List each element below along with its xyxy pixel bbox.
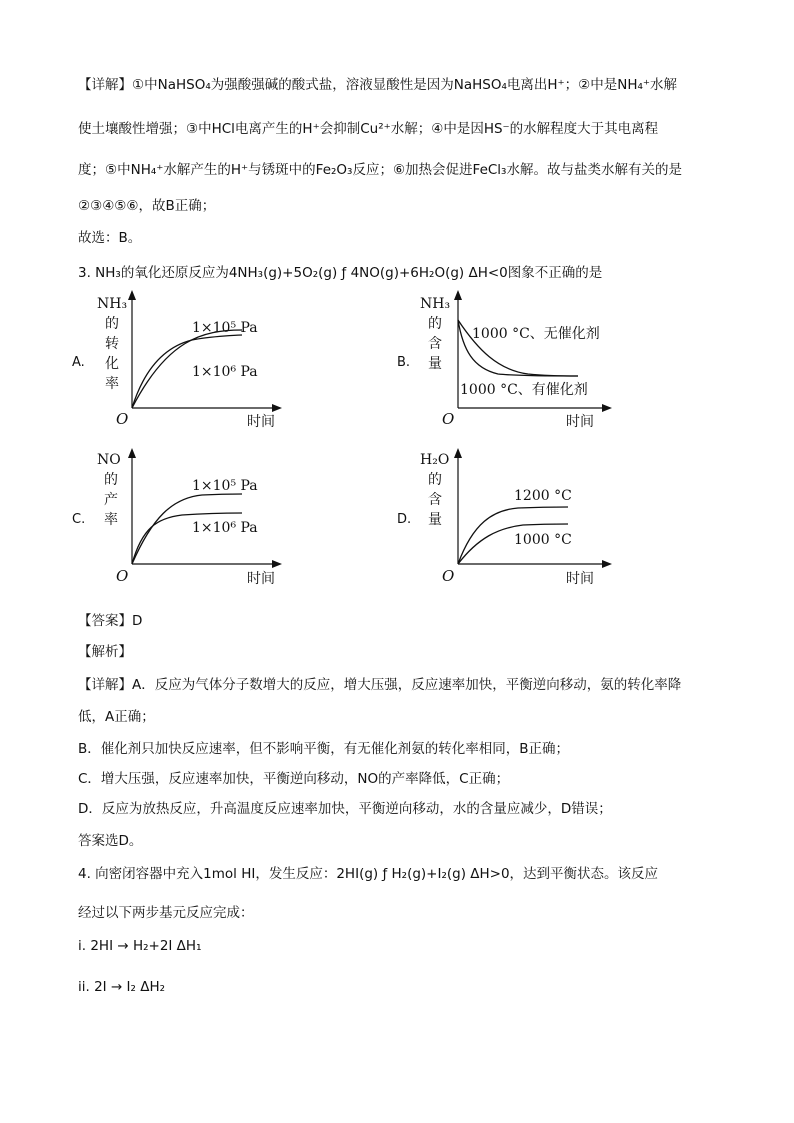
ylabel-c-3: 产 [104, 492, 118, 508]
question3-stem: 3. NH₃的氧化还原反应为4NH₃(g)+5O₂(g) ƒ 4NO(g)+6H₂O(g) ΔH<0图象不正确的是 [78, 265, 603, 281]
detail2-line1: 【详解】A．反应为气体分子数增大的反应，增大压强，反应速率加快，平衡逆向移动，氨的转化率降 [78, 677, 682, 693]
curve-label-c-1: 1×10⁵ Pa [192, 478, 258, 494]
curve-label-b-1: 1000 °C、无催化剂 [472, 326, 600, 342]
xlabel-c: 时间 [247, 571, 275, 587]
analysis-label: 【解析】 [78, 644, 132, 660]
curve-label-c-2: 1×10⁶ Pa [192, 520, 258, 536]
detail1-line1: 【详解】①中NaHSO₄为强酸强碱的酸式盐，溶液显酸性是因为NaHSO₄电离出H⁺；②中是NH₄⁺水解 [78, 77, 678, 93]
ylabel-d-3: 含 [428, 492, 442, 508]
step-i: i. 2HI → H₂+2I ΔH₁ [78, 938, 202, 954]
option-b-label: B. [397, 355, 411, 370]
question4-line2: 经过以下两步基元反应完成： [78, 905, 254, 921]
ylabel-d-1: H₂O [420, 452, 450, 468]
ylabel-a-3: 转 [105, 336, 119, 352]
ylabel-c-1: NO [97, 452, 121, 468]
curve-label-d-2: 1000 °C [514, 532, 572, 548]
detail2-option-d: D．反应为放热反应，升高温度反应速率加快，平衡逆向移动，水的含量应减少，D错误； [78, 801, 612, 817]
detail2-conclusion: 答案选D。 [78, 833, 143, 849]
origin-a: O [116, 410, 129, 428]
graph-b [418, 290, 613, 439]
detail2-option-b: B．催化剂只加快反应速率，但不影响平衡，有无催化剂氨的转化率相同，B正确； [78, 741, 570, 757]
detail2-line2: 低，A正确； [78, 709, 155, 725]
ylabel-b-3: 含 [428, 336, 442, 352]
ylabel-a-1: NH₃ [97, 296, 128, 312]
ylabel-c-4: 率 [104, 512, 118, 528]
xlabel-a: 时间 [247, 414, 275, 430]
ylabel-d-2: 的 [428, 472, 442, 488]
detail1-line3: 度；⑤中NH₄⁺水解产生的H⁺与锈斑中的Fe₂O₃反应；⑥加热会促进FeCl₃水解。故与盐类水解有关的是 [78, 162, 682, 178]
graph-d [418, 448, 613, 597]
ylabel-c-2: 的 [104, 472, 118, 488]
xlabel-b: 时间 [566, 414, 594, 430]
origin-c: O [116, 567, 129, 585]
curve-label-b-2: 1000 °C、有催化剂 [460, 382, 588, 398]
step-ii: ii. 2I → I₂ ΔH₂ [78, 979, 166, 995]
xlabel-d: 时间 [566, 571, 594, 587]
ylabel-b-4: 量 [428, 356, 442, 372]
ylabel-b-2: 的 [428, 316, 442, 332]
curve-label-a-2: 1×10⁶ Pa [192, 364, 258, 380]
graph-a [92, 290, 282, 439]
curve-label-a-1: 1×10⁵ Pa [192, 320, 258, 336]
ylabel-b-1: NH₃ [420, 296, 451, 312]
ylabel-a-2: 的 [105, 316, 119, 332]
option-d-label: D. [397, 512, 412, 527]
ylabel-a-5: 率 [105, 376, 119, 392]
detail1-line4: ②③④⑤⑥，故B正确； [78, 198, 216, 214]
detail1-line5: 故选：B。 [78, 230, 142, 246]
answer-label: 【答案】D [78, 613, 143, 629]
option-c-label: C. [72, 512, 86, 527]
detail1-line2: 使土壤酸性增强；③中HCl电离产生的H⁺会抑制Cu²⁺水解；④中是因HS⁻的水解程度大于其电离程 [78, 121, 659, 137]
curve-label-d-1: 1200 °C [514, 488, 572, 504]
graph-c [92, 448, 282, 597]
ylabel-d-4: 量 [428, 512, 442, 528]
question4-line1: 4. 向密闭容器中充入1mol HI，发生反应：2HI(g) ƒ H₂(g)+I₂(g) ΔH>0，达到平衡状态。该反应 [78, 866, 659, 882]
detail2-option-c: C．增大压强，反应速率加快，平衡逆向移动，NO的产率降低，C正确； [78, 771, 510, 787]
option-a-label: A. [72, 355, 85, 370]
ylabel-a-4: 化 [105, 356, 119, 372]
origin-b: O [442, 410, 455, 428]
origin-d: O [442, 567, 455, 585]
